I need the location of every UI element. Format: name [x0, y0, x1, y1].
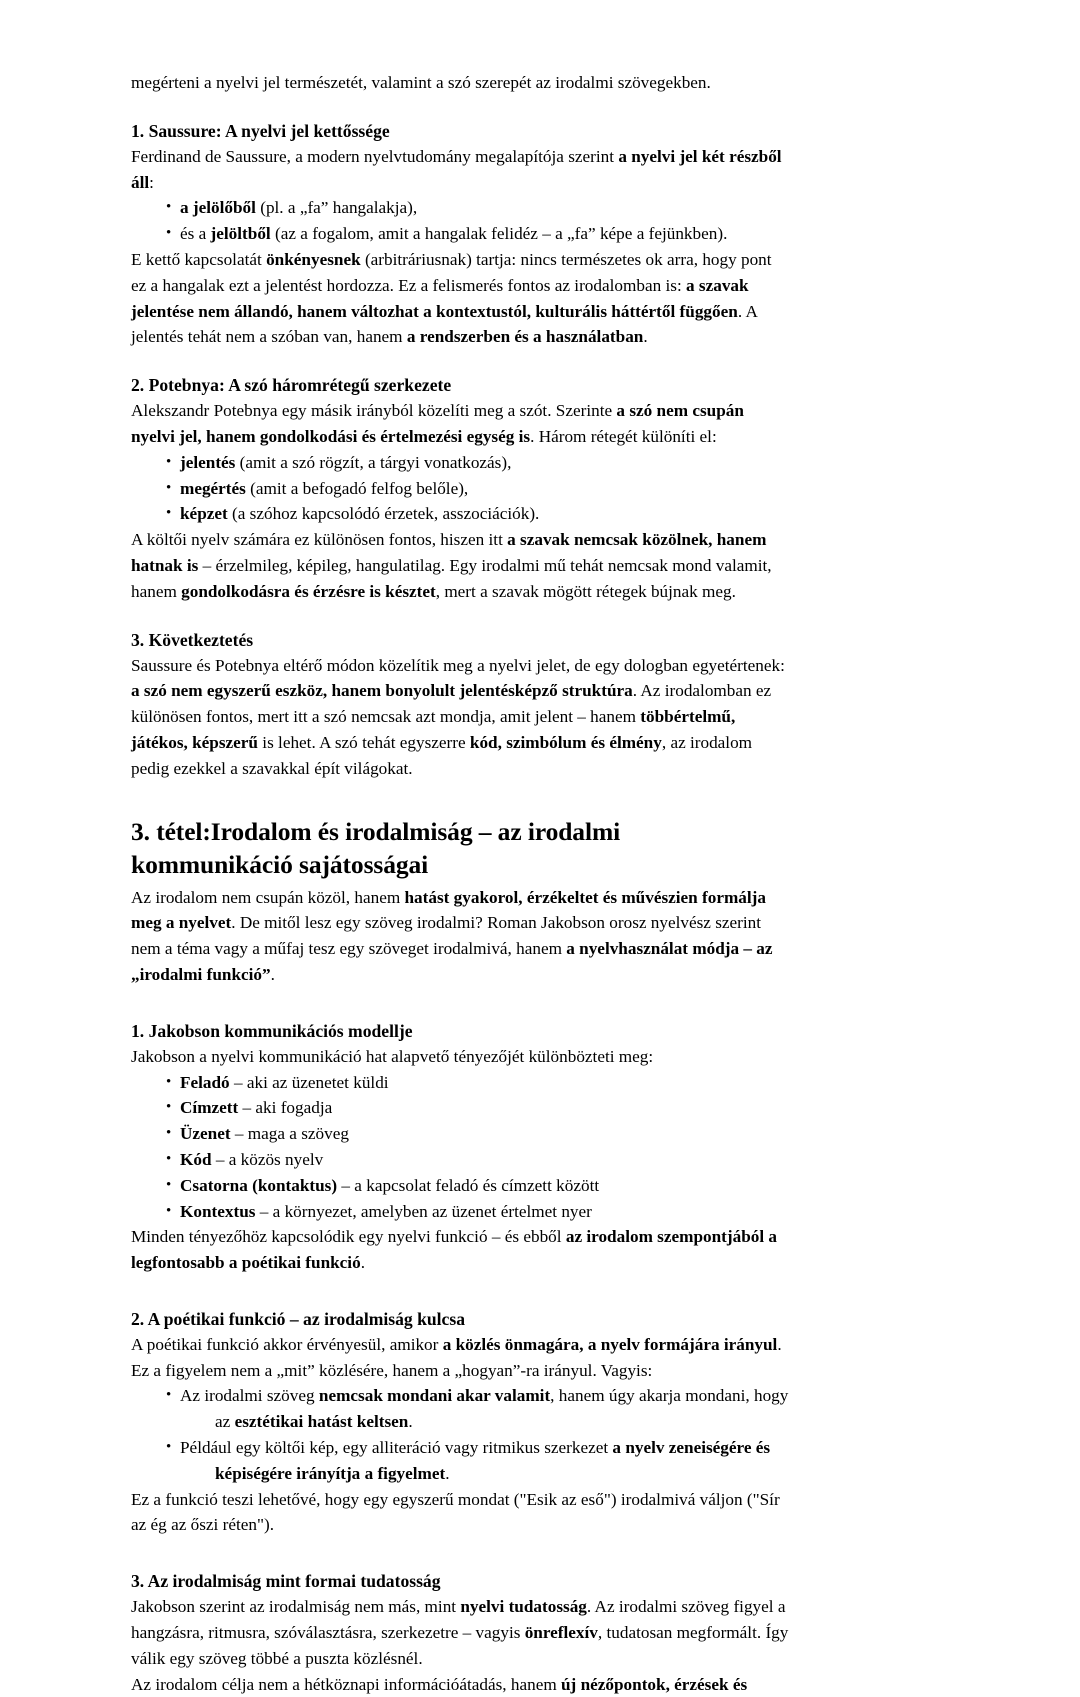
- paragraph-formal-1: [131, 1594, 791, 1671]
- paragraph-formal-2: [131, 1672, 791, 1697]
- emphasis-run: hatást gyakorol, érzékeltet és művészien formálja meg a nyelvet: [131, 887, 766, 933]
- text-run: – aki fogadja: [238, 1098, 333, 1118]
- emphasis-run: Csatorna (kontaktus): [180, 1175, 338, 1195]
- emphasis-run: a szavak nemcsak közölnek, hanem hatnak is: [131, 530, 767, 575]
- text-run: és a: [180, 224, 211, 244]
- text-run: – maga a szöveg: [230, 1124, 349, 1144]
- list-item: [166, 476, 791, 502]
- paragraph-potebnya-poetic: [131, 527, 791, 604]
- emphasis-run: a szó nem egyszerű eszköz, hanem bonyolult jelentésképző struktúra: [131, 681, 633, 701]
- paragraph-saussure-arbitrary: [131, 247, 791, 350]
- list-item: [166, 1147, 791, 1173]
- paragraph-conclusion: [131, 653, 791, 782]
- text-run: (pl. a „fa” hangalakja),: [255, 198, 418, 218]
- heading-poetic-function: 2. A poétikai funkció – az irodalmiság kulcsa: [131, 1308, 466, 1329]
- text-run: , hanem úgy akarja mondani, hogy: [550, 1386, 789, 1406]
- text-run: Jakobson szerint az irodalmiság nem más, mint: [131, 1597, 461, 1617]
- paragraph-potebnya-intro: [131, 398, 791, 450]
- emphasis-run: a jelölőből: [180, 198, 256, 218]
- emphasis-run: önkényesnek: [266, 249, 361, 269]
- list-item: [166, 195, 791, 221]
- text-run: – a kapcsolat feladó és címzett között: [337, 1175, 600, 1195]
- emphasis-run: Üzenet: [180, 1124, 231, 1144]
- intro-continuation-line: megérteni a nyelvi jel természetét, valamint a szó szerepét az irodalmi szövegekben.: [131, 73, 711, 92]
- paragraph-saussure-intro: [131, 144, 791, 196]
- text-run: Például egy költői kép, egy alliteráció vagy ritmikus szerkezet: [180, 1438, 613, 1458]
- emphasis-run: nyelvi tudatosság: [460, 1597, 587, 1617]
- emphasis-run: a szó nem csupán nyelvi jel, hanem gondolkodási és értelmezési egység is: [131, 401, 744, 446]
- text-run: Az irodalom célja nem a hétköznapi információátadás, hanem: [131, 1674, 561, 1694]
- emphasis-run: nemcsak mondani akar valamit: [318, 1386, 551, 1406]
- text-run: Minden tényezőhöz kapcsolódik egy nyelvi funkció – és ebből: [131, 1227, 566, 1247]
- list-item-continuation: [180, 1461, 791, 1487]
- text-run: is lehet. A szó tehát egyszerre: [258, 732, 470, 752]
- spacer: [131, 1538, 791, 1568]
- emphasis-run: többértelmű, játékos, képszerű: [131, 707, 736, 752]
- text-run: Saussure és Potebnya eltérő módon közelítik meg a nyelvi jelet, de egy dologban egyetértenek:: [131, 655, 785, 675]
- emphasis-run: a nyelvhasználat módja – az „irodalmi funkció”: [131, 939, 773, 984]
- text-run: – a környezet, amelyben az üzenet értelmet nyer: [255, 1201, 592, 1221]
- paragraph-poetic-intro: [131, 1332, 791, 1384]
- paragraph-poetic-outro: Ez a funkció teszi lehetővé, hogy egy egyszerű mondat ("Esik az eső") irodalmivá váljon ("Sír az ég az őszi réten").: [131, 1489, 780, 1535]
- emphasis-run: a közlés önmagára, a nyelv formájára irányul: [442, 1334, 778, 1354]
- text-run: :: [149, 172, 154, 192]
- text-column: [131, 70, 791, 1697]
- text-run: , mert a szavak mögött rétegek bújnak meg.: [435, 581, 736, 601]
- list-item: [166, 1435, 791, 1487]
- list-item: [166, 1173, 791, 1199]
- emphasis-run: jelöltből: [210, 224, 271, 244]
- page-title: [131, 815, 791, 881]
- text-run: A költői nyelv számára ez különösen fontos, hiszen itt: [131, 530, 508, 550]
- emphasis-run: kód, szimbólum és élmény: [469, 732, 662, 752]
- list-item: [166, 501, 791, 527]
- spacer: [131, 605, 791, 627]
- list-item: [166, 1199, 791, 1225]
- text-run: – a közös nyelv: [211, 1149, 324, 1169]
- list-saussure-parts: [131, 195, 791, 247]
- emphasis-run: Kontextus: [180, 1201, 256, 1221]
- text-run: Az irodalmi szöveg: [180, 1386, 319, 1406]
- text-run: .: [445, 1463, 450, 1483]
- text-run: , tudatosan megformált. Így válik egy szöveg többé a puszta közlésnél.: [131, 1623, 789, 1668]
- emphasis-run: Kód: [180, 1149, 212, 1169]
- text-run: . Ez a figyelem nem a „mit” közlésére, hanem a „hogyan”-ra irányul. Vagyis:: [131, 1334, 782, 1380]
- emphasis-run: esztétikai hatást keltsen: [234, 1412, 409, 1432]
- text-run: .: [408, 1412, 413, 1432]
- text-run: .: [270, 964, 275, 984]
- list-item: [166, 221, 791, 247]
- text-run: . Három rétegét különíti el:: [530, 426, 717, 446]
- heading-conclusion: 3. Következtetés: [131, 629, 254, 650]
- emphasis-run: Feladó: [180, 1072, 230, 1092]
- emphasis-run: a szavak jelentése nem állandó, hanem változhat a kontextustól, kulturális háttértől függően: [131, 275, 749, 321]
- spacer: [131, 1276, 791, 1306]
- emphasis-run: az irodalom szempontjából a legfontosabb a poétikai funkció: [131, 1227, 778, 1273]
- paragraph-jakobson-outro: [131, 1224, 791, 1276]
- page-title-line-2: kommunikáció sajátosságai: [131, 849, 429, 879]
- list-item: [166, 1070, 791, 1096]
- text-run: Alekszandr Potebnya egy másik irányból közelíti meg a szót. Szerinte: [131, 401, 617, 421]
- text-run: A poétikai funkció akkor érvényesül, amikor: [131, 1334, 443, 1354]
- list-jakobson-factors: [131, 1070, 791, 1225]
- text-run: (amit a szó rögzít, a tárgyi vonatkozás),: [235, 452, 512, 472]
- emphasis-run: a nyelv zeneiségére és: [612, 1438, 771, 1458]
- text-run: . Az irodalomban ez különösen fontos, mert itt a szó nemcsak azt mondja, amit jelent – hanem: [131, 681, 772, 727]
- text-run: .: [360, 1253, 365, 1273]
- list-item: [166, 1095, 791, 1121]
- emphasis-run: a nyelvi jel két részből áll: [131, 146, 782, 192]
- spacer: [131, 782, 791, 815]
- text-run: – érzelmileg, képileg, hangulatilag. Egy irodalmi mű tehát nemcsak mond valamit, hanem: [131, 555, 772, 601]
- text-run: E kettő kapcsolatát: [131, 249, 267, 269]
- paragraph-jakobson-intro: Jakobson a nyelvi kommunikáció hat alapvető tényezőjét különbözteti meg:: [131, 1046, 654, 1066]
- page-title-line-1: 3. tétel:Irodalom és irodalmiság – az irodalmi: [131, 816, 621, 846]
- emphasis-run: a rendszerben és a használatban: [406, 327, 644, 347]
- spacer: [131, 988, 791, 1018]
- text-run: . A jelentés tehát nem a szóban van, hanem: [131, 301, 757, 347]
- text-run: . De mitől lesz egy szöveg irodalmi? Roman Jakobson orosz nyelvész szerint nem a téma vagy a műfaj tesz egy szöveget irodalmivá, hanem: [131, 913, 762, 959]
- text-run: Az irodalom nem csupán közöl, hanem: [131, 887, 405, 907]
- text-run: Ferdinand de Saussure, a modern nyelvtudomány megalapítója szerint: [131, 146, 619, 166]
- text-run: – aki az üzenetet küldi: [229, 1072, 389, 1092]
- list-potebnya-layers: [131, 450, 791, 527]
- text-run: (amit a befogadó felfog belőle),: [245, 478, 469, 498]
- emphasis-run: megértés: [180, 478, 246, 498]
- emphasis-run: gondolkodásra és érzésre is késztet: [181, 581, 436, 601]
- emphasis-run: Címzett: [180, 1098, 239, 1118]
- spacer: [131, 350, 791, 372]
- heading-saussure: 1. Saussure: A nyelvi jel kettőssége: [131, 120, 390, 141]
- text-run: , az irodalom pedig ezekkel a szavakkal épít világokat.: [131, 732, 753, 778]
- paragraph-main-intro: [131, 885, 791, 988]
- text-run: (a szóhoz kapcsolódó érzetek, asszociációk).: [227, 504, 540, 524]
- list-item: [166, 450, 791, 476]
- list-item: [166, 1383, 791, 1435]
- text-run: az: [215, 1412, 235, 1432]
- text-run: (az a fogalom, amit a hangalak felidéz – a „fa” képe a fejünkben).: [270, 224, 728, 244]
- spacer: [131, 96, 791, 118]
- text-run: (arbitráriusnak) tartja: nincs természetes ok arra, hogy pont ez a hangalak ezt a jelentést hordozza. Ez a felismerés fontos az irodalomban is:: [131, 249, 772, 295]
- emphasis-run: képiségére irányítja a figyelmet: [215, 1463, 446, 1483]
- heading-potebnya: 2. Potebnya: A szó háromrétegű szerkezete: [131, 375, 452, 396]
- list-item: [166, 1121, 791, 1147]
- heading-jakobson: 1. Jakobson kommunikációs modellje: [131, 1020, 413, 1041]
- emphasis-run: új nézőpontok, érzések és: [561, 1674, 748, 1694]
- list-poetic-examples: [131, 1383, 791, 1486]
- list-item-continuation: [180, 1409, 791, 1435]
- emphasis-run: jelentés: [180, 452, 236, 472]
- heading-formal-awareness: 3. Az irodalmiság mint formai tudatosság: [131, 1571, 441, 1592]
- text-run: . Az irodalmi szöveg figyel a hangzásra, ritmusra, szóválasztásra, szerkezetre – vagyis: [131, 1597, 786, 1643]
- text-run: .: [643, 327, 648, 347]
- emphasis-run: képzet: [180, 504, 228, 524]
- emphasis-run: önreflexív: [524, 1623, 598, 1643]
